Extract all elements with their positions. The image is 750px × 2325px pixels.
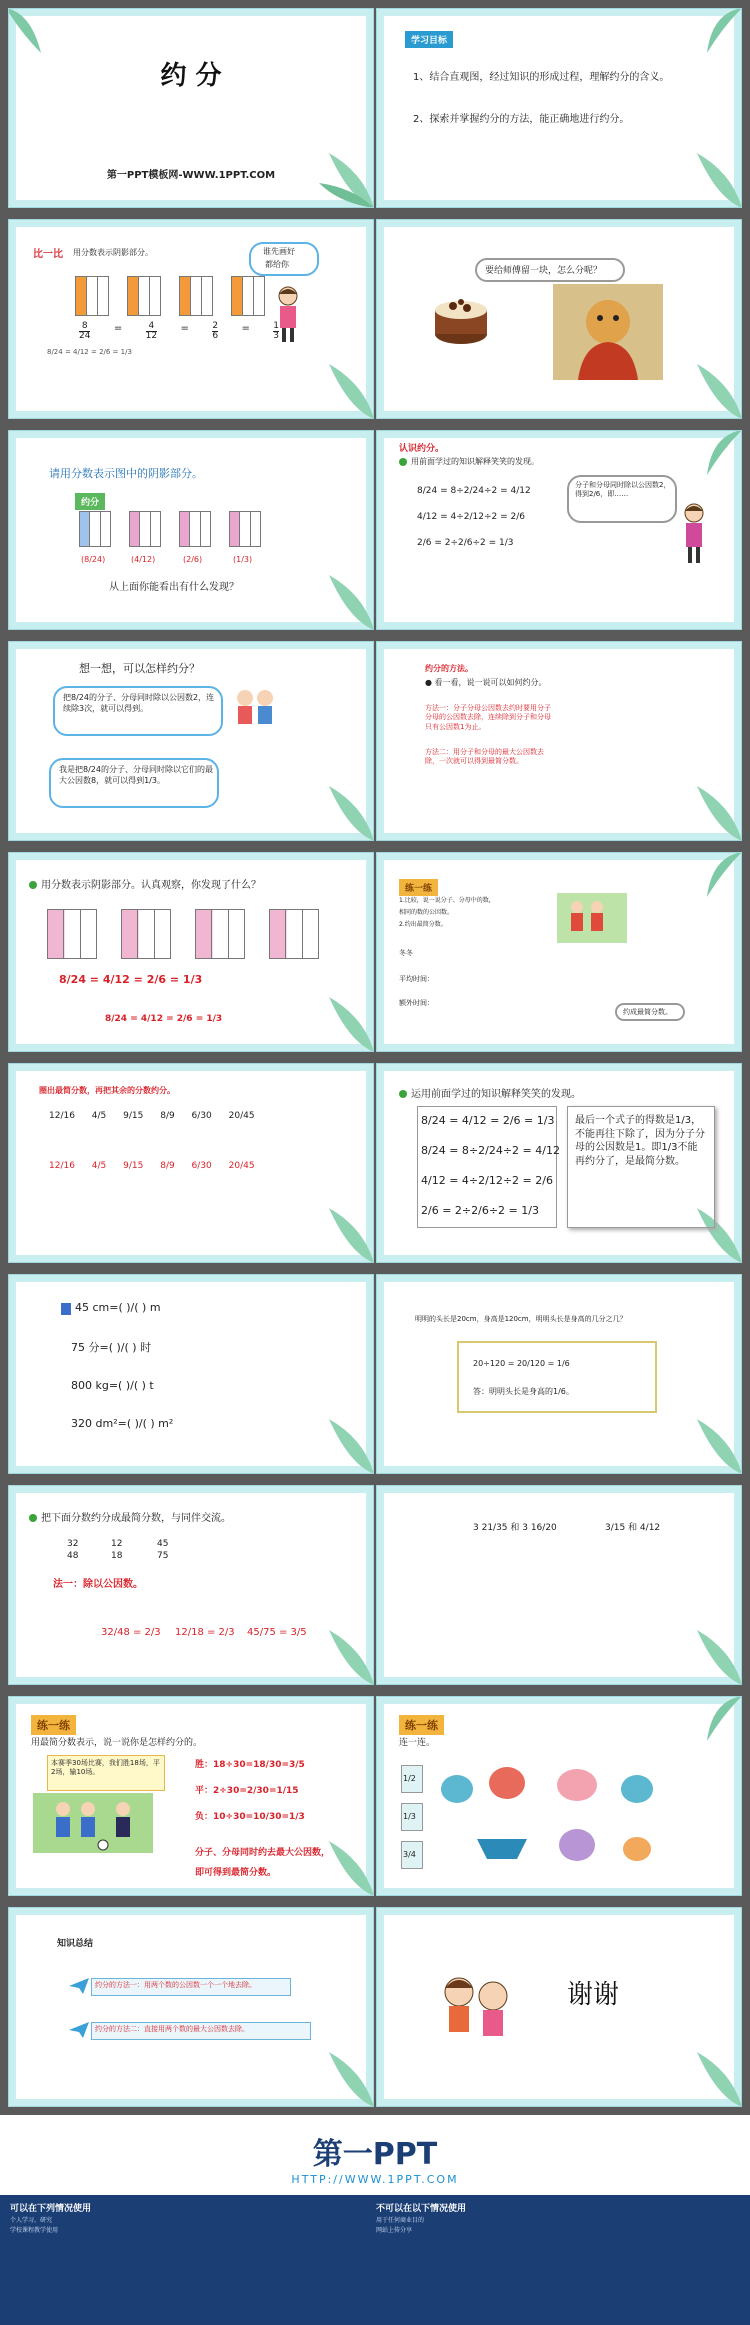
slide-title: 用最简分数表示，说一说你是怎样约分的。 [31,1738,203,1748]
leaf-icon [309,2042,374,2107]
fraction: $\frac{2}{6}$ [212,321,219,342]
objective-tag: 学习目标 [405,31,453,48]
method-1: 约分的方法一：用两个数的公因数一个一个地去除。 [95,1981,256,1989]
leaf-icon [692,1696,742,1746]
fraction: $\frac{1}{3}$ [273,321,279,342]
usage-panel-left [0,2195,366,2325]
loss-calc: 负：10÷30=10/30=1/3 [195,1812,305,1822]
leaf-icon [309,1620,374,1685]
leaf-icon [309,1831,374,1896]
fraction-card: 1/2 [401,1765,423,1793]
practice-line: 相同的数的公因数。 [399,909,454,916]
shaded-grid [121,909,171,959]
usage-line: 个人学习、研究 [10,2217,53,2224]
slide-19 [8,1907,374,2107]
answer-text: 答：明明头长是身高的1/6。 [473,1387,574,1396]
slide-1 [8,8,374,208]
fraction-label: (8/24) [81,555,106,564]
fraction-pair: 3/15 和 4/12 [605,1523,661,1533]
conversion-row: 800 kg=( )/( ) t [71,1379,154,1392]
slide-12 [376,1063,742,1263]
equals-sign: = [113,323,123,334]
brand-url: HTTP://WWW.1PPT.COM [291,2173,459,2186]
fraction: 32 48 [67,1539,79,1562]
answer: 45/75 = 3/5 [247,1627,307,1638]
fraction-row: 8/24 = 4/12 = 2/6 = 1/3 [59,973,203,986]
objective-2: 2、探索并掌握约分的方法，能正确地进行约分。 [413,114,630,125]
slide-3 [8,219,374,419]
leaf-icon [309,354,374,419]
fraction-label: (4/12) [131,555,156,564]
leaf-icon [677,143,742,208]
conclusion: 分子、分母同时约去最大公因数， [195,1848,331,1858]
shaded-grid [129,511,161,547]
shaded-grid [195,909,245,959]
equals-sign: = [180,323,189,334]
think-question: 想一想，可以怎样约分？ [79,662,200,675]
slide-9 [8,852,374,1052]
fraction-pair: 3 21/35 和 3 16/20 [473,1523,557,1533]
equation-row: 8/24 = 8÷2/24÷2 = 4/12 [417,486,531,496]
girl-illustration [677,501,711,565]
shaded-grid [79,511,111,547]
shaded-grid [231,276,265,316]
equation-row: 8/24 = 4/12 = 2/6 = 1/3 [421,1114,555,1127]
shaded-grid [127,276,161,316]
slide-2 [376,8,742,208]
cake-illustration [431,290,491,350]
monkey-illustration [553,284,663,380]
slide-13 [8,1274,374,1474]
slide-8 [376,641,742,841]
answer-row: 12/16 4/5 9/15 8/9 6/30 20/45 [49,1161,255,1171]
section-sub: 用前面学过的知识解释笑笑的发现。 [399,457,539,468]
method-2: 约分的方法二：直接用两个数的最大公因数去除。 [95,2025,249,2033]
usage-line: 用于任何商业目的 [376,2217,425,2224]
draw-calc: 平：2÷30=2/30=1/15 [195,1786,299,1796]
question-text: 从上面你能看出有什么发现？ [109,582,239,593]
slide-14 [376,1274,742,1474]
reduce-tag: 约分 [75,493,105,510]
shaded-grid [269,909,319,959]
paper-plane-icon [69,1978,89,1994]
blue-marker [61,1303,71,1315]
leaf-icon [692,8,742,58]
fraction-row [79,322,279,342]
lanterns-illustration [437,1759,677,1879]
usage-heading: 不可以在以下情况使用 [376,2204,467,2214]
slide-title: 用分数表示阴影部分。认真观察，你发现了什么？ [29,879,261,893]
slide-title: 连一连。 [399,1738,436,1748]
leaf-icon [692,430,742,480]
thanks-text: 谢谢 [567,1980,620,2010]
speech-bubble: 谁先画好 都给你 [249,242,319,276]
equation-row: 4/12 = 4÷2/12÷2 = 2/6 [421,1174,553,1187]
word-problem: 明明的头长是20cm，身高是120cm，明明头长是身高的几分之几？ [415,1315,627,1323]
practice-line: 1.比较，说一说分子、分母中的数， [399,897,495,904]
girl-illustration [271,284,305,344]
exercise-heading: 圈出最简分数，再把其余的分数约分。 [39,1086,175,1095]
conversion-row: 320 dm²=( )/( ) m² [71,1417,174,1430]
answer-box [457,1341,657,1413]
usage-heading: 可以在下列情况使用 [10,2204,92,2214]
question-bubble: 要给师傅留一块，怎么分呢？ [475,258,625,282]
conclusion: 即可得到最简分数。 [195,1868,277,1878]
equation-row: 2/6 = 2÷2/6÷2 = 1/3 [421,1204,539,1217]
slide-5 [8,430,374,630]
footer-text: 第一PPT模板网-WWW.1PPT.COM [106,170,276,181]
leaf-icon [309,1409,374,1474]
usage-panel-right [366,2195,750,2325]
leaf-icon [8,8,61,63]
fraction: $\frac{8}{24}$ [79,321,91,342]
table-label: 平均时间： [399,975,434,983]
fraction: 45 75 [157,1539,169,1562]
practice-line: 2.约出最简分数。 [399,921,447,928]
fraction-label: (1/3) [233,555,253,564]
shaded-grid [229,511,261,547]
slide-16 [376,1485,742,1685]
compare-instruction: 用分数表示阴影部分。 [73,248,153,257]
calculation: 20÷120 = 20/120 = 1/6 [473,1359,570,1368]
note-text: 最后一个式子的得数是1/3，不能再往下除了，因为分子分母的公因数是1。即1/3不能再约分了，是最简分数。 [575,1115,705,1167]
slide-title: 请用分数表示图中的阴影部分。 [49,467,203,480]
leaf-icon [677,1409,742,1474]
conversion-row: 75 分=( )/( ) 时 [71,1341,152,1354]
slide-17 [8,1696,374,1896]
explanation-bubble: 分子和分母同时除以公因数2，得到2/6，即…… [567,475,677,523]
page-title: 约 分 [160,61,222,91]
players-illustration [557,893,627,943]
table-label: 冬冬 [399,949,413,957]
slide-15 [8,1485,374,1685]
brand-banner [0,2115,750,2195]
shaded-grid [179,276,213,316]
shaded-grid [179,511,211,547]
leaf-icon [677,2042,742,2107]
method-1: 方法一：分子分母公因数去约时要用分子分母的公因数去除，连续除到分子和分母只有公因数1为止。 [425,704,551,731]
bullet-icon [29,881,37,889]
leaf-icon [677,354,742,419]
method-bubble-1: 把8/24的分子、分母同时除以公因数2，连续除3次，就可以得到。 [53,686,223,736]
slide-7 [8,641,374,841]
usage-line: 学校课程教学使用 [10,2227,59,2234]
slide-11 [8,1063,374,1263]
leaf-icon [309,776,374,841]
fraction-row: 8/24 = 4/12 = 2/6 = 1/3 [105,1014,223,1024]
equation-row: 8/24 = 8÷2/24÷2 = 4/12 [421,1144,560,1157]
leaf-icon [309,1198,374,1263]
bullet-icon [399,1090,407,1098]
leaf-icon [309,565,374,630]
section-heading: 约分的方法。 [425,664,473,673]
section-heading: 认识约分。 [399,444,445,454]
bullet-icon [399,458,407,466]
paper-plane-icon [69,2022,89,2038]
equation-row: 4/12 = 4÷2/12÷2 = 2/6 [417,512,525,522]
method-2: 方法二：用分子和分母的最大公因数去除，一次就可以得到最简分数。 [425,748,544,766]
fraction: 12 18 [111,1539,123,1562]
equals-sign: = [241,323,250,334]
fraction-row: 12/16 4/5 9/15 8/9 6/30 20/45 [49,1111,255,1121]
kids-illustration [433,1968,519,2054]
table-label: 额外时间： [399,999,434,1007]
children-illustration [231,686,279,734]
slide-4 [376,219,742,419]
players-illustration [33,1793,153,1853]
leaf-icon [677,776,742,841]
practice-tag: 练一练 [399,1715,444,1735]
summary-heading: 知识总结 [57,1939,94,1949]
slide-6 [376,430,742,630]
method-bubble-2: 我是把8/24的分子、分母同时除以它们的最大公因数8，就可以得到1/3。 [49,758,219,808]
scene-text: 本赛季30场比赛，我们胜18场，平2场，输10场。 [51,1759,160,1777]
leaf-icon [692,852,742,902]
fraction-card: 1/3 [401,1803,423,1831]
objective-1: 1、结合直观图，经过知识的形成过程，理解约分的含义。 [413,72,670,83]
answer-bubble: 约成最简分数。 [615,1003,685,1021]
shaded-grid [47,909,97,959]
conversion-row: 45 cm=( )/( ) m [75,1301,161,1314]
slide-10 [376,852,742,1052]
slide-18 [376,1696,742,1896]
sub-equation: 8/24 = 4/12 = 2/6 = 1/3 [47,348,132,356]
leaf-icon [309,987,374,1052]
bullet-icon [29,1514,37,1522]
section-sub: ● 看一看，说一说可以如何约分。 [425,678,547,687]
practice-tag: 练一练 [31,1715,76,1735]
slide-title: 运用前面学过的知识解释笑笑的发现。 [399,1088,581,1102]
answer: 32/48 = 2/3 [101,1627,161,1638]
equation-row: 2/6 = 2÷2/6÷2 = 1/3 [417,538,514,548]
slide-title: 把下面分数约分成最简分数，与同伴交流。 [29,1512,231,1526]
usage-line: 网站上传分享 [376,2227,413,2234]
fraction: $\frac{4}{12}$ [145,321,158,342]
win-calc: 胜：18÷30=18/30=3/5 [195,1760,305,1770]
fraction-card: 3/4 [401,1841,423,1869]
slide-20 [376,1907,742,2107]
brand-logo: 第一PPT [312,2137,438,2172]
practice-tag: 练一练 [399,879,438,896]
shaded-grid [75,276,109,316]
fraction-label: (2/6) [183,555,203,564]
compare-heading: 比一比 [33,249,63,260]
answer: 12/18 = 2/3 [175,1627,235,1638]
method-label: 法一：除以公因数。 [53,1579,143,1590]
leaf-icon [677,1620,742,1685]
